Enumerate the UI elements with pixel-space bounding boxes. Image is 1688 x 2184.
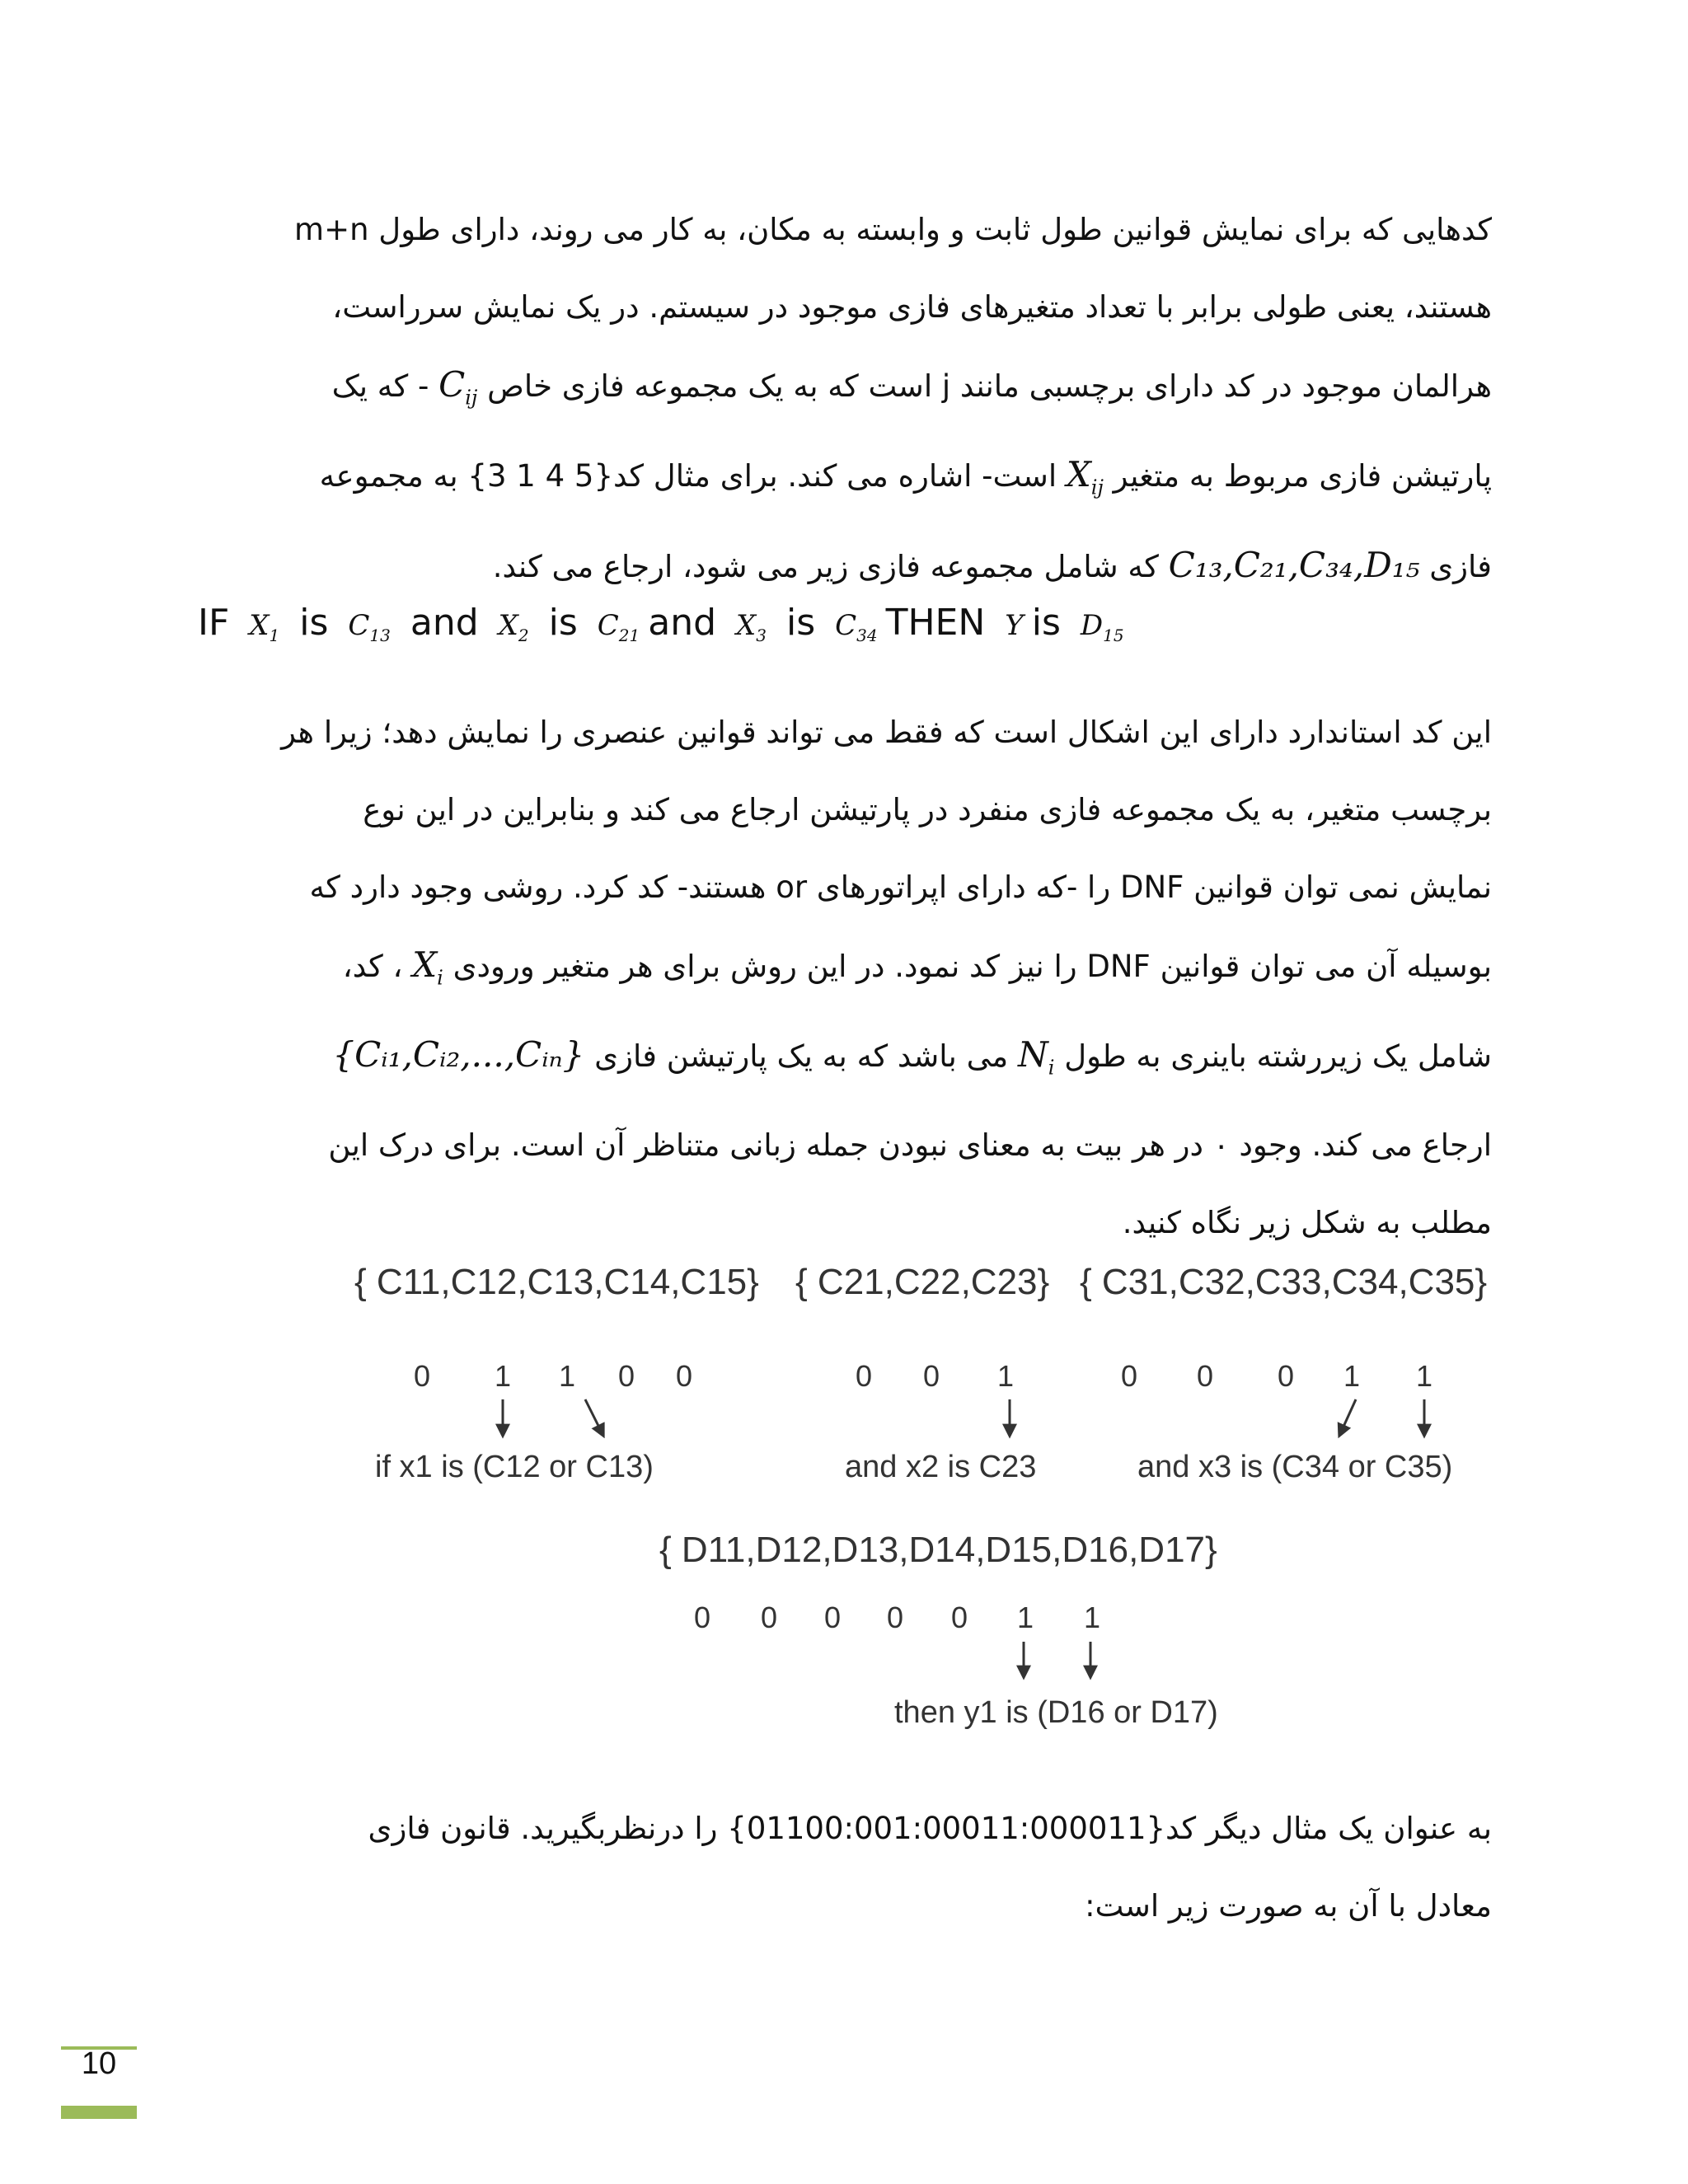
para2-line6: ارجاع می کند. وجود ۰ در هر بیت به معنای نبودن جمله زبانی متناظر آن است. برای درک این (328, 1127, 1492, 1163)
rule-x1: $X_1$ (249, 609, 280, 645)
page-number: 10 (81, 2046, 117, 2081)
fig-bit: 0 (414, 1359, 431, 1393)
rule-c34: $C_{34}$ (835, 609, 878, 645)
fig-bit: 0 (694, 1601, 711, 1634)
fig-bit: 1 (495, 1359, 512, 1393)
para1-line3-text: هرالمان موجود در کد دارای برچسبی مانند j است که به یک مجموعه فازی خاص (487, 368, 1492, 404)
fig-bit: 1 (997, 1359, 1015, 1393)
para2-line3: نمایش نمی توان قوانین DNF را -که دارای اپراتورهای or هستند- کد کرد. روشی وجود دارد که (309, 869, 1492, 905)
para1-line5-text: فازی (1429, 548, 1492, 584)
math-xij: $X_{ij}$ (1066, 454, 1104, 499)
fig-arrows-2 (1024, 1642, 1090, 1677)
encoding-figure (346, 1253, 1500, 1747)
fig-bits-2 (856, 1359, 1014, 1393)
fig-bit: 0 (923, 1359, 940, 1393)
rule-c13: $C_{13}$ (348, 609, 391, 645)
fig-bit: 1 (559, 1359, 576, 1393)
para3-line2: معادل با آن به صورت زیر است: (1085, 1888, 1492, 1924)
fig-bit: 1 (1416, 1359, 1433, 1393)
fig-bit: 1 (1084, 1601, 1101, 1634)
para2-line7: مطلب به شکل زیر نگاه کنید. (1122, 1204, 1492, 1240)
para2-line4-tail: ، کد، (342, 949, 403, 984)
para2-line4 (223, 926, 1492, 1016)
math-xi: $X_i$ (412, 944, 443, 990)
fig-bit: 0 (824, 1601, 842, 1634)
fig-bits-4 (694, 1601, 1100, 1634)
fuzzy-rule-line (198, 602, 1132, 645)
math-set: C₁₃,C₂₁,C₃₄,D₁₅ (1168, 544, 1420, 585)
rule-is-1: is (299, 602, 329, 644)
para1-line4-tail: است- اشاره می کند. برای مثال کد{5 4 1 3} به مجموعه (319, 458, 1057, 494)
fig-set-1: { C11,C12,C13,C14,C15} (354, 1262, 759, 1302)
rule-d15: $D_{15}$ (1080, 609, 1124, 645)
rule-x2: $X_2$ (498, 609, 529, 645)
fig-bit: 0 (1197, 1359, 1214, 1393)
paragraph-2 (223, 694, 1492, 1262)
fig-bit: 0 (1121, 1359, 1138, 1393)
paragraph-3 (223, 1790, 1492, 1945)
fig-bit: 0 (887, 1601, 904, 1634)
para2-line5-text: شامل یک زیررشته باینری به طول (1064, 1038, 1492, 1075)
para1-line1: کدهایی که برای نمایش قوانین طول ثابت و وابسته به مکان، به کار می روند، دارای طول m+n (294, 212, 1492, 247)
para2-line2: برچسب متغیر، به یک مجموعه فازی منفرد در پارتیشن ارجاع می کند و بنابراین در این نوع (363, 792, 1492, 827)
fig-bit: 0 (1278, 1359, 1295, 1393)
fig-bit: 1 (1343, 1359, 1361, 1393)
fig-set-4: { D11,D12,D13,D14,D15,D16,D17} (659, 1530, 1217, 1570)
para2-line5 (223, 1016, 1492, 1106)
para1-line5-tail: که شامل مجموعه فازی زیر می شود، ارجاع می کند. (492, 548, 1159, 584)
fig-label-1: if x1 is (C12 or C13) (375, 1450, 654, 1484)
para1-line2: هستند، یعنی طولی برابر با تعداد متغیرهای فازی موجود در سیستم. در یک نمایش سرراست، (332, 289, 1492, 325)
rule-x3: $X_3$ (736, 609, 767, 645)
footer-rule-bottom (61, 2106, 137, 2119)
fig-bits-3 (1121, 1359, 1432, 1393)
fig-bit: 0 (676, 1359, 693, 1393)
para1-line3-tail: - که یک (331, 368, 429, 404)
rule-and-2: and (648, 602, 717, 644)
fig-bit: 0 (618, 1359, 635, 1393)
math-ni: $N_i$ (1018, 1034, 1055, 1080)
rule-is-4: is (1031, 602, 1061, 644)
rule-is-2: is (548, 602, 578, 644)
fig-arrows-1 (503, 1399, 1424, 1436)
rule-if: IF (198, 602, 230, 644)
fig-bit: 0 (856, 1359, 873, 1393)
rule-and-1: and (410, 602, 479, 644)
rule-c21: $C_{21}$ (597, 609, 640, 645)
fig-bit: 1 (1017, 1601, 1034, 1634)
para1-line4-text: پارتیشن فازی مربوط به متغیر (1113, 458, 1492, 494)
fig-bit: 0 (951, 1601, 968, 1634)
rule-is-3: is (785, 602, 816, 644)
para1-line5 (223, 527, 1492, 606)
para1-line4 (223, 436, 1492, 526)
math-partition: {Cᵢ₁,Cᵢ₂,...,Cᵢₙ} (332, 1034, 585, 1076)
rule-y: Y (1005, 609, 1024, 642)
paragraph-1 (223, 191, 1492, 606)
fig-bit: 0 (761, 1601, 778, 1634)
para1-line3 (223, 346, 1492, 436)
fig-label-3: and x3 is (C34 or C35) (1137, 1450, 1453, 1484)
fig-set-2: { C21,C22,C23} (795, 1262, 1050, 1302)
fig-label-2: and x2 is C23 (845, 1450, 1037, 1484)
fig-bits-1 (414, 1359, 692, 1393)
fig-set-3: { C31,C32,C33,C34,C35} (1080, 1262, 1488, 1302)
para2-line1: این کد استاندارد دارای این اشکال است که فقط می تواند قوانین عنصری را نمایش دهد؛ زیرا هر (281, 715, 1492, 750)
para2-line5-mid: می باشد که به یک پارتیشن فازی (594, 1038, 1009, 1075)
para3-line1: به عنوان یک مثال دیگر کد{01100:001:00011:000011} را درنظربگیرید. قانون فازی (368, 1811, 1492, 1846)
fig-label-4: then y1 is (D16 or D17) (894, 1695, 1218, 1730)
para2-line4-text: بوسیله آن می توان قوانین DNF را نیز کد نمود. در این روش برای هر متغیر ورودی (452, 949, 1492, 984)
rule-then: THEN (885, 602, 986, 644)
math-cij: $C_{ij}$ (438, 364, 478, 410)
